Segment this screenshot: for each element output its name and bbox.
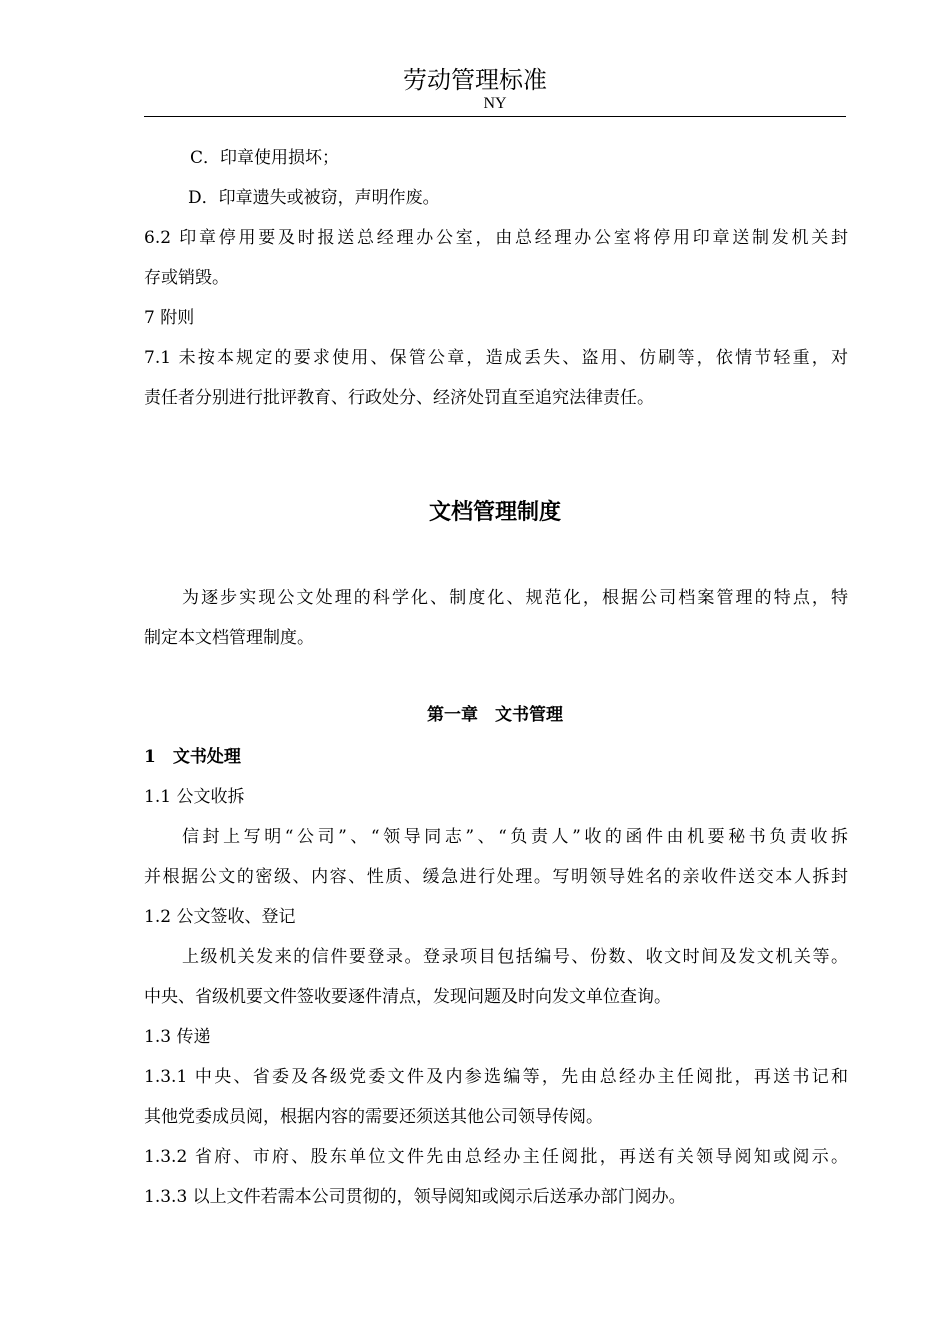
paragraph-6-2-line1: 6.2 印章停用要及时报送总经理办公室，由总经理办公室将停用印章送制发机关封 (144, 228, 848, 248)
paragraph-6-2-line2: 存或销毁。 (144, 268, 229, 288)
paragraph-item-d: D．印章遗失或被窃，声明作废。 (188, 188, 440, 208)
header-title: 劳动管理标准 (403, 66, 547, 94)
section-1-heading: 1 文书处理 (144, 747, 241, 767)
section-1-1-line2: 并根据公文的密级、内容、性质、缓急进行处理。写明领导姓名的亲收件送交本人拆封 (144, 867, 848, 887)
header-subtitle: NY (483, 95, 507, 112)
document-title: 文档管理制度 (428, 499, 561, 525)
intro-line1: 为逐步实现公文处理的科学化、制度化、规范化，根据公司档案管理的特点，特 (182, 588, 848, 608)
section-1-2-heading: 1.2 公文签收、登记 (144, 907, 296, 927)
section-1-3-heading: 1.3 传递 (144, 1027, 211, 1047)
section-1-2-line1: 上级机关发来的信件要登录。登录项目包括编号、份数、收文时间及发文机关等。 (182, 947, 848, 967)
section-1-1-line1: 信封上写明“公司”、“领导同志”、“负责人”收的函件由机要秘书负责收拆 (182, 827, 848, 847)
section-1-3-3: 1.3.3 以上文件若需本公司贯彻的，领导阅知或阅示后送承办部门阅办。 (144, 1187, 686, 1207)
paragraph-7-1-line2: 责任者分别进行批评教育、行政处分、经济处罚直至追究法律责任。 (144, 388, 654, 408)
section-1-3-1-line1: 1.3.1 中央、省委及各级党委文件及内参选编等，先由总经办主任阅批，再送书记和 (144, 1067, 848, 1087)
section-1-3-2: 1.3.2 省府、市府、股东单位文件先由总经办主任阅批，再送有关领导阅知或阅示。 (144, 1147, 848, 1167)
section-1-2-line2: 中央、省级机要文件签收要逐件清点，发现问题及时向发文单位查询。 (144, 987, 671, 1007)
section-7-heading: 7 附则 (144, 308, 195, 328)
intro-line2: 制定本文档管理制度。 (144, 628, 314, 648)
section-1-3-1-line2: 其他党委成员阅，根据内容的需要还须送其他公司领导传阅。 (144, 1107, 603, 1127)
paragraph-7-1-line1: 7.1 未按本规定的要求使用、保管公章，造成丢失、盗用、仿刷等，依情节轻重，对 (144, 348, 848, 368)
chapter-heading: 第一章 文书管理 (427, 705, 563, 725)
section-1-1-heading: 1.1 公文收拆 (144, 787, 245, 807)
header-divider (144, 116, 846, 117)
paragraph-item-c: C．印章使用损坏； (190, 148, 340, 168)
